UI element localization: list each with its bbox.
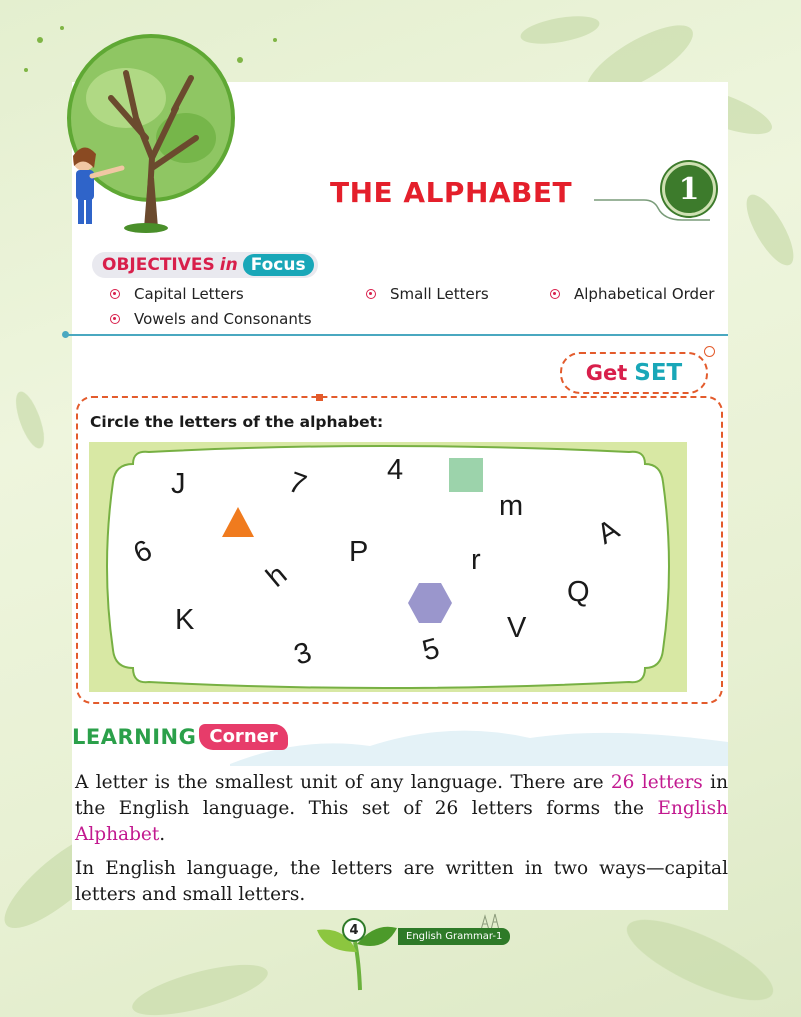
board-item[interactable]: 4 [387,454,404,486]
square-shape-icon[interactable] [449,458,483,492]
paragraph-text: in the English language. This set of 26 letters forms the [75,772,728,819]
bullet-icon [366,289,376,299]
highlight-26-letters: 26 letters [610,772,703,793]
chapter-number-badge: 1 [662,162,716,216]
objective-label: Small Letters [390,285,489,303]
alphabet-board [89,442,687,692]
board-item[interactable]: J [171,468,186,500]
objectives-heading [92,252,318,278]
objectives-focus-word: Focus [243,254,314,276]
board-item[interactable]: 3 [290,636,316,672]
hexagon-shape-icon[interactable] [407,582,453,624]
bullet-icon [110,289,120,299]
bullet-icon [550,289,560,299]
learning-corner-heading [72,724,288,750]
objective-item [550,285,714,303]
objectives-word: OBJECTIVES [102,255,215,275]
section-divider [66,334,728,336]
bullet-icon [110,314,120,324]
paragraph-text: A letter is the smallest unit of any language. There are [75,772,611,793]
board-item[interactable]: 7 [284,466,311,502]
objective-label: Alphabetical Order [574,285,715,303]
board-item[interactable]: h [260,558,294,594]
board-item[interactable]: Q [567,576,590,608]
board-item[interactable]: P [349,536,369,568]
paragraph-text: . [159,824,166,845]
board-item[interactable]: A [592,513,625,551]
learning-word: LEARNING [72,725,197,749]
highlight-english-alphabet: English Alphabet [75,798,728,845]
set-word: SET [634,360,683,386]
board-item[interactable]: 6 [128,534,157,570]
objective-item [110,310,312,328]
objectives-in-word: in [219,255,238,275]
board-item[interactable]: m [499,490,524,522]
get-set-heading [560,352,708,394]
objective-label: Vowels and Consonants [134,310,312,328]
board-item[interactable]: V [507,612,527,644]
learning-paragraph-2: In English language, the letters are written in two ways—capital letters and small letters. [75,858,728,905]
board-item[interactable]: 5 [419,632,443,668]
learning-paragraph-1 [75,770,728,848]
board-item[interactable]: r [471,544,481,576]
objective-item [366,285,489,303]
page-number: 4 [342,918,366,942]
chapter-title: THE ALPHABET [330,176,573,209]
board-item[interactable]: K [175,604,195,636]
tree-globe-illustration [56,28,246,238]
activity-instruction: Circle the letters of the alphabet: [90,413,384,431]
ring-decoration [704,346,715,357]
objective-item [110,285,244,303]
book-title-label: English Grammar-1 [398,928,510,945]
frame-marker [316,394,323,401]
corner-word: Corner [199,724,287,750]
objective-label: Capital Letters [134,285,244,303]
triangle-shape-icon[interactable] [221,506,255,538]
mountain-wave-decoration [230,716,728,766]
get-word: Get [585,361,628,385]
